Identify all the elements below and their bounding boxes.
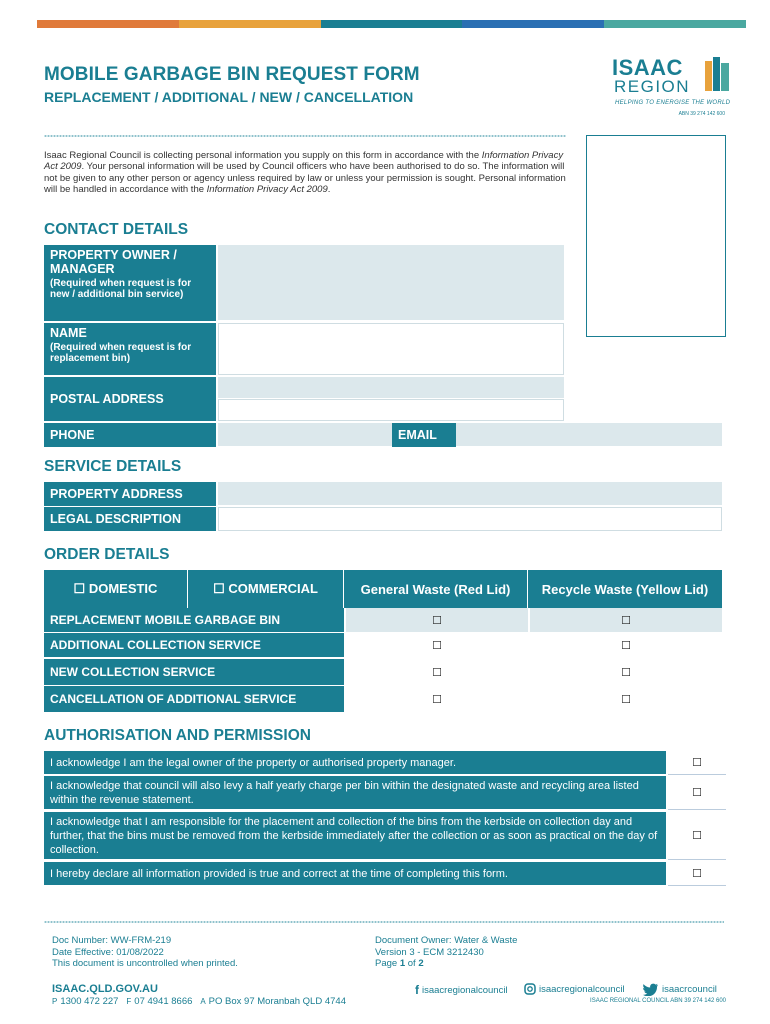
bar-segment-blue	[462, 20, 604, 28]
council-website-link[interactable]: ISAAC.QLD.GOV.AU	[52, 983, 158, 995]
auth-declaration-checkbox[interactable]: ☐	[668, 862, 726, 886]
auth-levy-checkbox[interactable]: ☐	[668, 776, 726, 810]
privacy-statement	[44, 150, 574, 195]
order-row-additional: ADDITIONAL COLLECTION SERVICE	[44, 633, 344, 657]
postal-address-label-text: POSTAL ADDRESS	[50, 392, 164, 406]
header-divider	[44, 134, 566, 138]
logo-mark-icon	[705, 57, 729, 91]
legal-description-label-text: LEGAL DESCRIPTION	[50, 512, 182, 526]
property-address-label	[44, 482, 216, 506]
page-number: 1	[399, 958, 406, 969]
twitter-icon	[643, 983, 659, 996]
doc-number: Doc Number: WW-FRM-219	[52, 935, 172, 946]
instagram-icon	[524, 983, 536, 995]
legal-description-input[interactable]	[218, 507, 722, 531]
cancellation-recycle-checkbox[interactable]: ☐	[621, 693, 631, 706]
property-address-input[interactable]	[218, 482, 722, 506]
twitter-link[interactable]	[643, 983, 717, 996]
new-general-checkbox[interactable]: ☐	[432, 666, 442, 679]
top-color-bar	[37, 20, 746, 28]
instagram-handle: isaacregionalcouncil	[539, 983, 625, 995]
order-row-cancellation: CANCELLATION OF ADDITIONAL SERVICE	[44, 686, 344, 712]
postal-address-input-line1[interactable]	[218, 377, 564, 399]
facebook-handle: isaacregionalcouncil	[422, 984, 508, 996]
property-address-label-text: PROPERTY ADDRESS	[50, 487, 183, 501]
privacy-text-1: Isaac Regional Council is collecting personal information you supply on this form in accordance with the	[44, 150, 482, 161]
order-details-heading: ORDER DETAILS	[44, 546, 170, 563]
address-key: A	[200, 997, 206, 1006]
logo-word-region: REGION	[614, 77, 691, 96]
postal-address-label	[44, 377, 216, 421]
form-title: MOBILE GARBAGE BIN REQUEST FORM	[44, 64, 420, 85]
footer-contact-line	[52, 996, 346, 1007]
auth-statement-kerbside: I acknowledge that I am responsible for the placement and collection of the bins from the kerbside on collection day and further, that the bins must be removed from the kerbside immediately after the collection or as soon as practical on the day of collection.	[44, 812, 666, 860]
uncontrolled-notice: This document is uncontrolled when printed.	[52, 958, 238, 969]
logo-tagline: HELPING TO ENERGISE THE WORLD	[615, 100, 731, 106]
contact-details-heading: CONTACT DETAILS	[44, 221, 189, 238]
footer-divider	[44, 920, 724, 924]
page-total: 2	[418, 958, 424, 969]
bar-segment-teal	[321, 20, 463, 28]
bar-segment-orange	[37, 20, 179, 28]
property-owner-input[interactable]	[218, 245, 564, 321]
footer-abn: ISAAC REGIONAL COUNCIL ABN 39 274 142 600	[590, 998, 726, 1004]
email-input[interactable]	[456, 423, 722, 447]
name-input[interactable]	[218, 323, 564, 375]
form-subtitle: REPLACEMENT / ADDITIONAL / NEW / CANCELLATION	[44, 89, 414, 105]
email-label	[392, 423, 456, 447]
instagram-link[interactable]	[524, 983, 625, 995]
privacy-act-ref-2: Information Privacy Act 2009	[206, 183, 328, 195]
domestic-checkbox[interactable]: ☐ DOMESTIC	[44, 570, 188, 608]
replacement-recycle-checkbox[interactable]: ☐	[530, 608, 722, 632]
bar-segment-green	[604, 20, 746, 28]
logo-abn: ABN 39 274 142 600	[678, 111, 725, 117]
order-row-new: NEW COLLECTION SERVICE	[44, 659, 344, 685]
commercial-checkbox[interactable]: ☐ COMMERCIAL	[188, 570, 344, 608]
postal-address-input-line2[interactable]	[218, 399, 564, 421]
authorisation-heading: AUTHORISATION AND PERMISSION	[44, 727, 311, 744]
additional-general-checkbox[interactable]: ☐	[432, 639, 442, 652]
privacy-text-3: .	[327, 183, 331, 195]
auth-statement-declaration: I hereby declare all information provided is true and correct at the time of completing this form.	[44, 862, 666, 886]
fax-key: F	[126, 997, 132, 1006]
footer-fax: 07 4941 8666	[134, 996, 193, 1007]
privacy-text-2: . Your personal information will be used by Council officers who have been authorised to do so. The information will not be given to any other person or agency unless required by law or unless your permission is sought. Personal information will be handled in accordance with the	[44, 161, 566, 195]
general-waste-header: General Waste (Red Lid)	[344, 570, 528, 608]
page-of: of	[405, 958, 419, 969]
office-use-box[interactable]	[586, 135, 726, 337]
footer-phone: 1300 472 227	[60, 996, 119, 1007]
recycle-waste-header: Recycle Waste (Yellow Lid)	[528, 570, 722, 608]
date-effective: Date Effective: 01/08/2022	[52, 946, 164, 958]
page-indicator	[375, 958, 517, 970]
document-version: Version 3 - ECM 3212430	[375, 946, 484, 958]
name-note: (Required when request is for replacement bin)	[50, 342, 192, 364]
new-recycle-checkbox[interactable]: ☐	[621, 666, 631, 679]
email-label-text: EMAIL	[398, 428, 437, 442]
name-label	[44, 323, 216, 375]
bar-segment-amber	[179, 20, 321, 28]
service-details-heading: SERVICE DETAILS	[44, 458, 182, 475]
footer-doc-info	[52, 935, 238, 970]
legal-description-label	[44, 507, 216, 531]
logo-word-isaac: ISAAC	[612, 55, 683, 80]
facebook-link[interactable]	[415, 983, 508, 997]
privacy-act-ref-1: Information Privacy Act 2009	[44, 150, 564, 173]
replacement-general-checkbox[interactable]: ☐	[346, 608, 528, 632]
phone-key: P	[52, 997, 58, 1006]
property-owner-label-text: PROPERTY OWNER / MANAGER	[50, 248, 177, 276]
document-owner: Document Owner: Water & Waste	[375, 935, 518, 946]
phone-input[interactable]	[218, 423, 392, 447]
property-owner-note: (Required when request is for new / additional bin service)	[50, 278, 192, 300]
facebook-icon: f	[415, 983, 419, 997]
order-row-replacement: REPLACEMENT MOBILE GARBAGE BIN	[44, 608, 344, 632]
isaac-region-logo	[612, 55, 732, 120]
footer-address: PO Box 97 Moranbah QLD 4744	[208, 996, 346, 1007]
auth-kerbside-checkbox[interactable]: ☐	[668, 812, 726, 860]
auth-owner-checkbox[interactable]: ☐	[668, 751, 726, 775]
additional-recycle-checkbox[interactable]: ☐	[621, 639, 631, 652]
page-prefix: Page	[375, 958, 400, 969]
property-owner-label	[44, 245, 216, 321]
phone-label	[44, 423, 216, 447]
name-label-text: NAME	[50, 326, 87, 340]
cancellation-general-checkbox[interactable]: ☐	[432, 693, 442, 706]
auth-statement-owner: I acknowledge I am the legal owner of the property or authorised property manager.	[44, 751, 666, 775]
auth-statement-levy: I acknowledge that council will also levy a half yearly charge per bin within the designated waste and recycling area listed within the revenue statement.	[44, 776, 666, 810]
phone-label-text: PHONE	[50, 428, 95, 442]
footer-doc-owner	[375, 935, 517, 970]
twitter-handle: isaacrcouncil	[662, 984, 717, 995]
